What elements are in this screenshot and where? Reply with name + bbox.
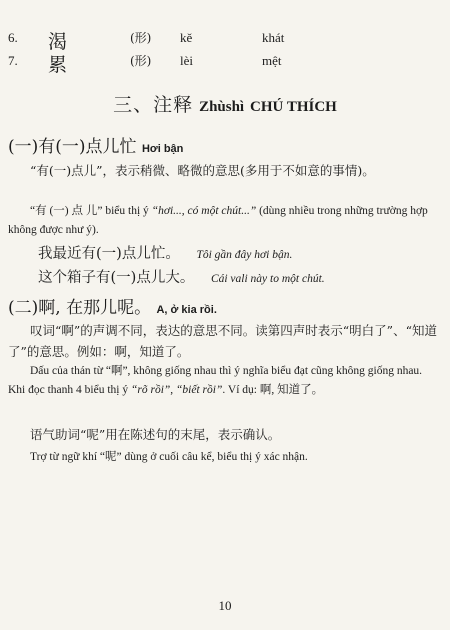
note1-explain-vn <box>8 202 438 240</box>
note2-explain-vn-mid: , <box>170 384 177 396</box>
note1-heading-cn: (一)有(一)点儿忙 <box>8 137 137 157</box>
vocab-number: 7. <box>8 53 18 68</box>
note2-explain-vn <box>8 362 438 400</box>
note1-example-vn: Tôi gần đây hơi bận. <box>196 249 293 261</box>
note2-heading-vn: A, ở kia rồi. <box>156 304 217 316</box>
note1-explain-vn-a: “有 (一) 点 儿” biểu thị ý <box>30 205 152 217</box>
note1-example <box>38 242 292 263</box>
vocab-hanzi: 累 <box>48 54 68 76</box>
vocab-pinyin: kě <box>180 30 193 45</box>
vocab-number: 6. <box>8 30 18 45</box>
vocab-row <box>0 27 450 53</box>
note1-explain-vn-b: (dùng nhiều trong những trường hợp không được như ý). <box>8 205 428 236</box>
section-title-viet: CHÚ THÍCH <box>250 99 337 115</box>
note2-explain-vn-italic2: “biết rồi” <box>176 384 223 396</box>
note2-explain2-cn: 语气助词“呢”用在陈述句的末尾，表示确认。 <box>30 427 281 442</box>
note2-heading <box>8 293 217 318</box>
vocab-hanzi: 渴 <box>48 31 68 53</box>
section-title-hanzi: 三、注释 <box>113 94 194 116</box>
section-title-pinyin: Zhùshì <box>199 99 245 115</box>
page-number: 10 <box>218 598 232 613</box>
note2-explain2-vn: Trợ từ ngữ khí “呢” dùng ở cuối câu kể, biểu thị ý xác nhận. <box>30 451 308 463</box>
note1-heading-vn: Hơi bận <box>141 143 184 155</box>
note2-explain-cn: 叹词“啊”的声调不同，表达的意思不同。读第四声时表示“明白了”、“知道了”的意思。例如：啊，知道了。 <box>8 323 437 359</box>
vocab-part-of-speech: (形) <box>130 31 152 45</box>
note2-explain-vn-a: Dấu của thán từ “啊”, không giống nhau thì ý nghĩa biểu đạt cũng không giống nhau. Khi đọc thanh 4 biểu thị ý <box>8 365 423 396</box>
note1-example-vn: Cái vali này to một chút. <box>210 273 325 285</box>
note1-heading <box>8 132 183 157</box>
note1-example-cn: 我最近有(一)点儿忙。 <box>38 246 180 262</box>
note1-explain-vn-italic: “hơi..., có một chút...” <box>151 205 257 217</box>
note2-explain-vn-italic1: “rõ rồi” <box>130 384 171 396</box>
note1-example-cn: 这个箱子有(一)点儿大。 <box>38 270 195 286</box>
note1-example <box>38 266 325 287</box>
note1-explain-cn: “有(一)点儿”，表示稍微、略微的意思(多用于不如意的事情)。 <box>30 163 375 178</box>
vocab-row <box>0 50 450 76</box>
note2-explain-vn-b: . Ví dụ: 啊, 知道了。 <box>222 384 324 396</box>
vocab-meaning: mệt <box>262 53 282 68</box>
vocab-pinyin: lèi <box>180 53 193 68</box>
vocab-part-of-speech: (形) <box>130 54 152 68</box>
section-title <box>0 90 450 117</box>
vocab-meaning: khát <box>262 30 285 45</box>
note2-heading-cn: (二)啊, 在那儿呢。 <box>8 298 152 318</box>
